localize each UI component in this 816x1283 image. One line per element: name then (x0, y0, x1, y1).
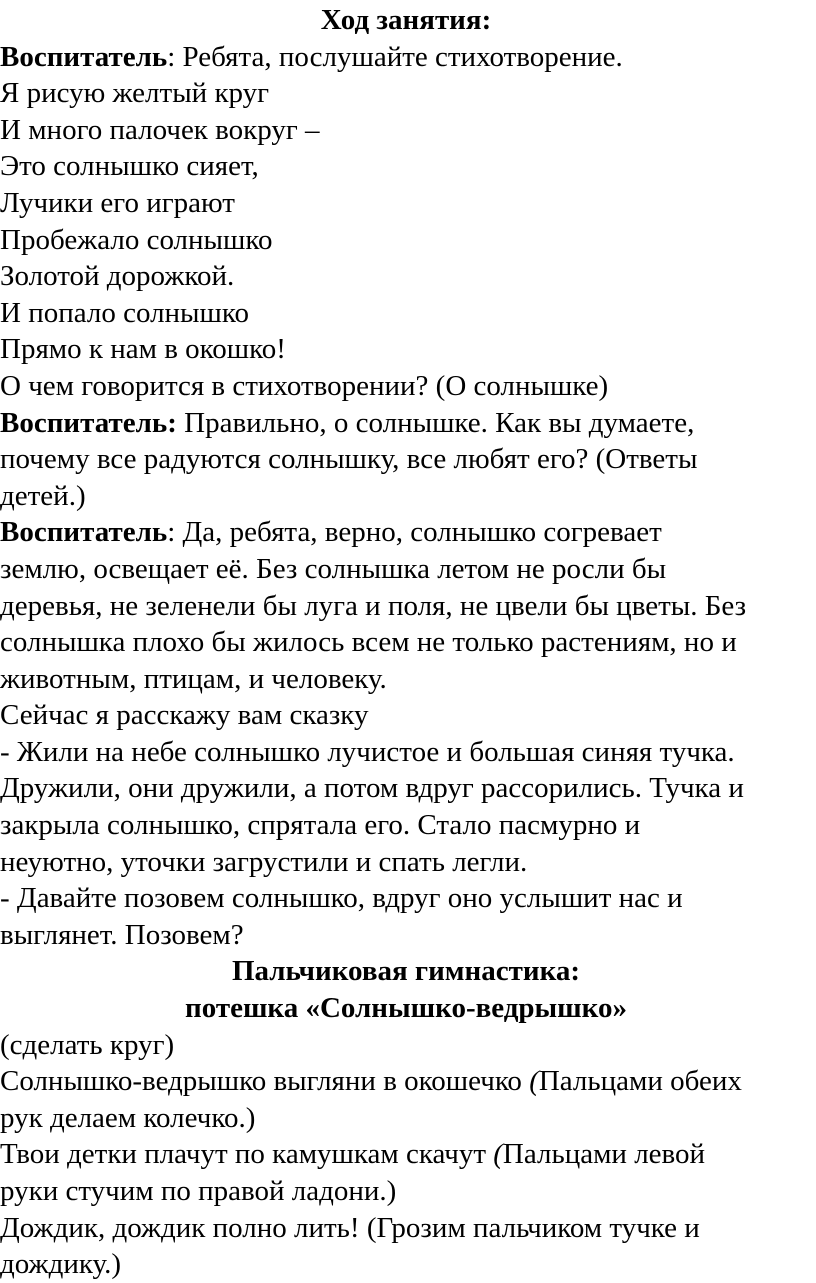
instruction-text: Пальцами левой (502, 1138, 706, 1171)
section-subheading: потешка «Солнышко-ведрышко» (185, 992, 627, 1025)
poem-line: Прямо к нам в окошко! (0, 333, 286, 366)
paragraph-line: Сейчас я расскажу вам сказку (0, 699, 369, 732)
poem-line: Это солнышко сияет, (0, 150, 259, 183)
instruction-text: Пальцами обеих (538, 1065, 742, 1098)
lesson-body (0, 39, 812, 954)
poem-line: Пробежало солнышко (0, 223, 273, 256)
paragraph-line: землю, освещает её. Без солнышка летом не росли бы (0, 552, 667, 585)
paragraph-line: животным, птицам, и человеку. (0, 662, 387, 695)
paragraph-line: солнышка плохо бы жилось всем не только растениям, но и (0, 626, 737, 659)
gymnastics-body (0, 1027, 812, 1283)
lesson-heading: Ход занятия: (320, 4, 492, 36)
line-text: Ребята, послушайте стихотворение. (182, 40, 623, 73)
paragraph-line (0, 1136, 812, 1173)
separator: : (167, 516, 183, 549)
speaker-label: Воспитатель (0, 516, 168, 549)
poem-line: Я рисую желтый круг (0, 77, 270, 110)
paragraph-line (0, 39, 812, 76)
speaker-label: Воспитатель (0, 40, 168, 73)
paragraph-line: - Жили на небе солнышко лучистое и большая синяя тучка. (0, 735, 735, 768)
separator: : (167, 40, 183, 73)
speaker-label: Воспитатель: (0, 406, 177, 439)
paragraph-line (0, 1063, 812, 1100)
paragraph-line: неуютно, уточки загрустили и спать легли. (0, 845, 528, 878)
paragraph-line: детей.) (0, 479, 86, 512)
paragraph-line: дождику.) (0, 1248, 122, 1281)
paragraph-line: - Давайте позовем солнышко, вдруг оно услышит нас и (0, 882, 683, 915)
line-text: Твои детки плачут по камушкам скачут (0, 1138, 494, 1171)
paragraph-line (0, 405, 812, 442)
paragraph-line: (сделать круг) (0, 1028, 175, 1061)
paragraph-line: О чем говорится в стихотворении? (О солнышке) (0, 369, 609, 402)
document-page (0, 2, 812, 1283)
line-text: Солнышко-ведрышко выгляни в окошечко (0, 1065, 530, 1098)
paragraph-line: Дружили, они дружили, а потом вдруг рассорились. Тучка и (0, 772, 744, 805)
paragraph-line: выглянет. Позовем? (0, 918, 244, 951)
paragraph-line: почему все радуются солнышку, все любят его? (Ответы (0, 443, 698, 476)
poem-line: И много палочек вокруг – (0, 113, 320, 146)
italic-paren: ( (493, 1138, 503, 1171)
poem-line: Лучики его играют (0, 186, 235, 219)
poem-line: И попало солнышко (0, 296, 249, 329)
paragraph-line: руки стучим по правой ладони.) (0, 1175, 397, 1207)
section-heading: Пальчиковая гимнастика: (231, 955, 581, 988)
paragraph-line: закрыла солнышко, спрятала его. Стало пасмурно и (0, 809, 641, 842)
paragraph-line (0, 514, 812, 551)
paragraph-line: Дождик, дождик полно лить! (Грозим пальчиком тучке и (0, 1211, 700, 1244)
italic-paren: ( (529, 1065, 539, 1098)
poem-line: Золотой дорожкой. (0, 260, 235, 293)
line-text: Да, ребята, верно, солнышко согревает (182, 516, 662, 549)
paragraph-line: рук делаем колечко.) (0, 1101, 256, 1134)
line-text: Правильно, о солнышке. Как вы думаете, (184, 406, 695, 439)
paragraph-line: деревья, не зеленели бы луга и поля, не цвели бы цветы. Без (0, 589, 747, 622)
